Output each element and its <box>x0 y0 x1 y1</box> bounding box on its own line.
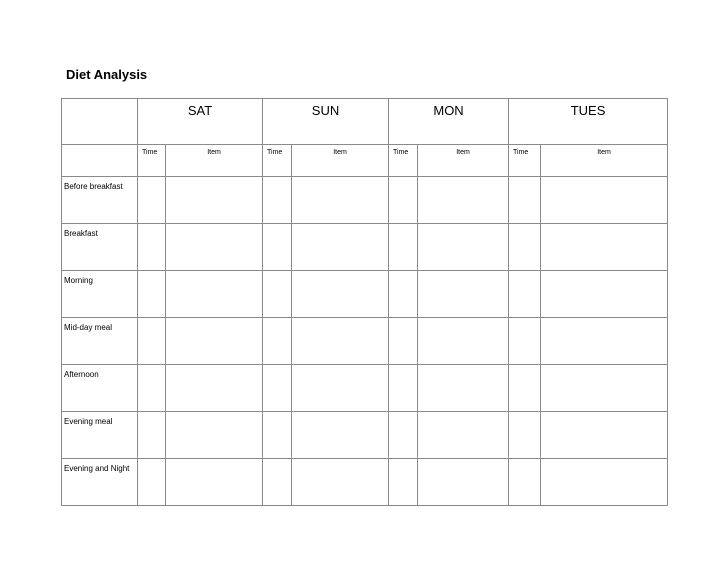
sun-time-header: Time <box>263 145 292 177</box>
corner-cell <box>62 99 138 145</box>
meal-row-afternoon <box>62 365 668 412</box>
tues-item-cell[interactable] <box>541 224 668 271</box>
tues-item-cell[interactable] <box>541 177 668 224</box>
mon-time-cell[interactable] <box>389 459 418 506</box>
sun-item-cell[interactable] <box>292 271 389 318</box>
mon-time-cell[interactable] <box>389 412 418 459</box>
sat-item-cell[interactable] <box>166 412 263 459</box>
mon-item-cell[interactable] <box>418 365 509 412</box>
meal-label: Breakfast <box>62 224 138 271</box>
sat-time-cell[interactable] <box>138 459 166 506</box>
meal-row-evening-meal <box>62 412 668 459</box>
sun-time-cell[interactable] <box>263 412 292 459</box>
meal-row-mid-day-meal <box>62 318 668 365</box>
sun-time-cell[interactable] <box>263 224 292 271</box>
mon-time-cell[interactable] <box>389 365 418 412</box>
mon-item-cell[interactable] <box>418 271 509 318</box>
tues-time-header: Time <box>509 145 541 177</box>
mon-item-cell[interactable] <box>418 177 509 224</box>
meal-label: Morning <box>62 271 138 318</box>
subheader-row <box>62 145 668 177</box>
sat-time-header: Time <box>138 145 166 177</box>
tues-item-cell[interactable] <box>541 318 668 365</box>
meal-label: Afternoon <box>62 365 138 412</box>
sun-item-cell[interactable] <box>292 365 389 412</box>
tues-time-cell[interactable] <box>509 224 541 271</box>
mon-item-cell[interactable] <box>418 459 509 506</box>
tues-time-cell[interactable] <box>509 271 541 318</box>
sun-time-cell[interactable] <box>263 177 292 224</box>
day-header-sat: SAT <box>138 99 263 145</box>
mon-item-cell[interactable] <box>418 318 509 365</box>
sun-time-cell[interactable] <box>263 459 292 506</box>
tues-item-cell[interactable] <box>541 271 668 318</box>
subheader-corner-cell <box>62 145 138 177</box>
meal-label: Evening and Night <box>62 459 138 506</box>
mon-time-cell[interactable] <box>389 318 418 365</box>
mon-time-cell[interactable] <box>389 177 418 224</box>
sat-item-cell[interactable] <box>166 177 263 224</box>
day-header-tues: TUES <box>509 99 668 145</box>
meal-row-breakfast <box>62 224 668 271</box>
sun-time-cell[interactable] <box>263 318 292 365</box>
sat-item-cell[interactable] <box>166 224 263 271</box>
sat-time-cell[interactable] <box>138 412 166 459</box>
mon-time-cell[interactable] <box>389 271 418 318</box>
mon-item-cell[interactable] <box>418 412 509 459</box>
tues-time-cell[interactable] <box>509 177 541 224</box>
sun-item-cell[interactable] <box>292 412 389 459</box>
day-header-mon: MON <box>389 99 509 145</box>
sat-time-cell[interactable] <box>138 271 166 318</box>
sun-time-cell[interactable] <box>263 271 292 318</box>
meal-label: Evening meal <box>62 412 138 459</box>
tues-item-cell[interactable] <box>541 412 668 459</box>
mon-item-cell[interactable] <box>418 224 509 271</box>
meal-label: Mid-day meal <box>62 318 138 365</box>
sat-item-cell[interactable] <box>166 318 263 365</box>
sun-item-cell[interactable] <box>292 318 389 365</box>
tues-item-cell[interactable] <box>541 459 668 506</box>
tues-item-header: Item <box>541 145 668 177</box>
sun-item-cell[interactable] <box>292 459 389 506</box>
mon-time-cell[interactable] <box>389 224 418 271</box>
document-title: Diet Analysis <box>66 67 148 82</box>
meal-row-morning <box>62 271 668 318</box>
sat-item-cell[interactable] <box>166 271 263 318</box>
tues-time-cell[interactable] <box>509 459 541 506</box>
sun-item-header: Item <box>292 145 389 177</box>
sun-item-cell[interactable] <box>292 224 389 271</box>
sun-item-cell[interactable] <box>292 177 389 224</box>
tues-time-cell[interactable] <box>509 318 541 365</box>
day-header-row <box>62 99 668 145</box>
mon-item-header: Item <box>418 145 509 177</box>
tues-time-cell[interactable] <box>509 412 541 459</box>
sat-item-cell[interactable] <box>166 459 263 506</box>
sun-time-cell[interactable] <box>263 365 292 412</box>
sat-time-cell[interactable] <box>138 177 166 224</box>
day-header-sun: SUN <box>263 99 389 145</box>
tues-time-cell[interactable] <box>509 365 541 412</box>
meal-label: Before breakfast <box>62 177 138 224</box>
mon-time-header: Time <box>389 145 418 177</box>
sat-item-header: Item <box>166 145 263 177</box>
sat-time-cell[interactable] <box>138 318 166 365</box>
tues-item-cell[interactable] <box>541 365 668 412</box>
sat-time-cell[interactable] <box>138 365 166 412</box>
meal-row-before-breakfast <box>62 177 668 224</box>
sat-item-cell[interactable] <box>166 365 263 412</box>
sat-time-cell[interactable] <box>138 224 166 271</box>
meal-row-evening-and-night <box>62 459 668 506</box>
diet-analysis-table <box>61 98 668 506</box>
